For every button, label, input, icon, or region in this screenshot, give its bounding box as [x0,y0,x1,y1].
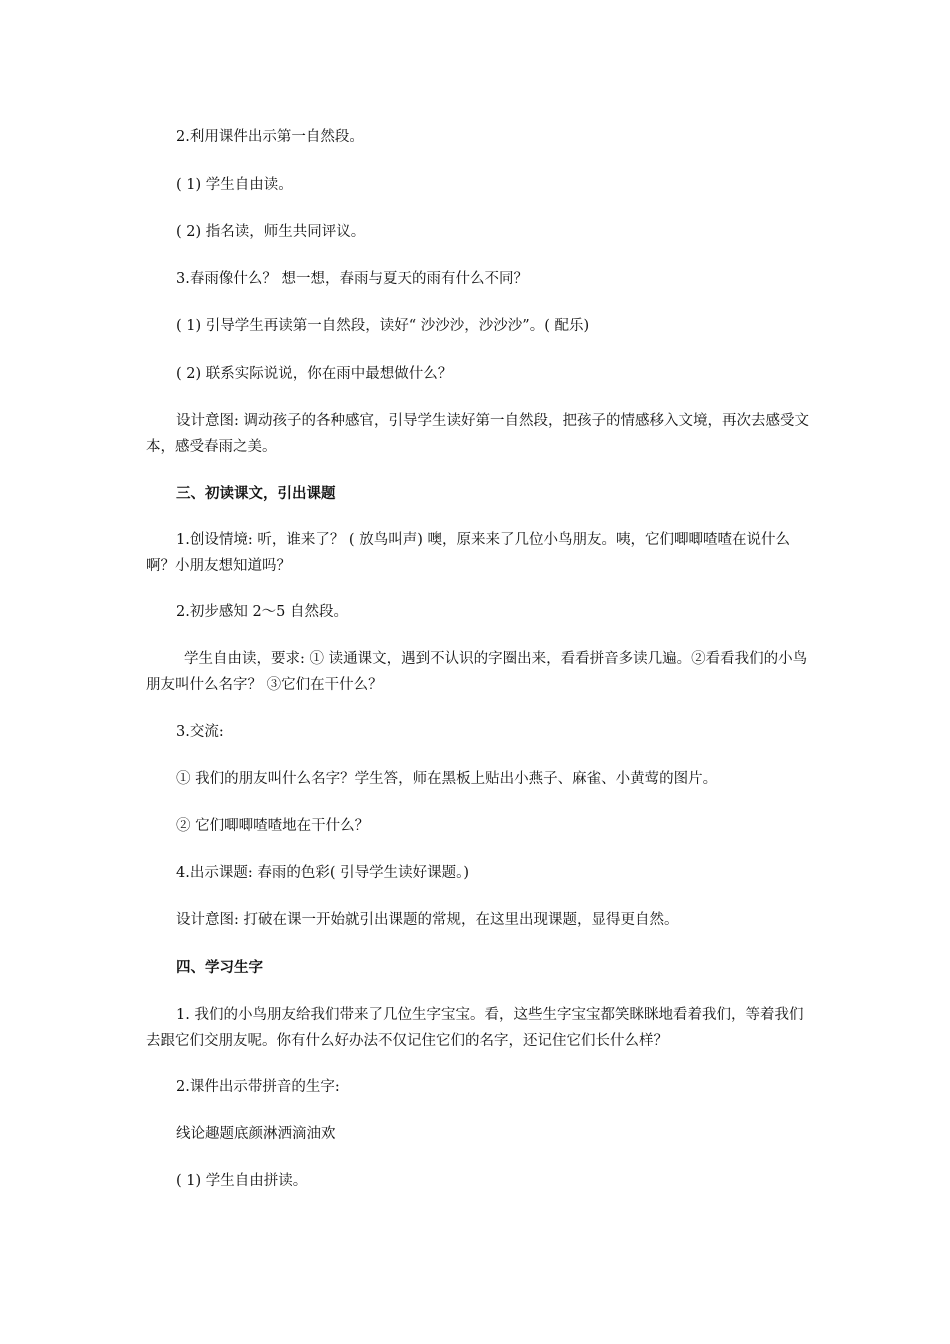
paragraph-step-4-title: 4.出示课题: 春雨的色彩( 引导学生读好课题。) [176,865,470,881]
section-heading-3: 三、初读课文，引出课题 [176,485,336,502]
paragraph-step-3-question: 3.春雨像什么？ 想一想，春雨与夏天的雨有什么不同？ [176,271,528,287]
paragraph-friend-names: ① 我们的朋友叫什么名字？学生答，师在黑板上贴出小燕子、麻雀、小黄莺的图片。 [176,771,718,787]
paragraph-named-reading: ( 2) 指名读，师生共同评议。 [176,224,366,240]
paragraph-step-2-perception: 2.初步感知 2～5 自然段。 [176,604,349,620]
paragraph-free-spelling: ( 1) 学生自由拼读。 [176,1173,308,1189]
paragraph-step-2-pinyin: 2.课件出示带拼音的生字: [176,1079,340,1095]
paragraph-free-reading: ( 1) 学生自由读。 [176,177,293,193]
paragraph-new-characters-intro: 1. 我们的小鸟朋友给我们带来了几位生字宝宝。看，这些生字宝宝都笑眯眯地看着我们，等着我们去跟它们交朋友呢。你有什么好办法不仅记住它们的名字，还记住它们长什么样？ [146,1007,804,1049]
paragraph-create-scene: 1.创设情境: 听，谁来了？ ( 放鸟叫声) 噢，原来来了几位小鸟朋友。咦，它们唧唧喳喳在说什么啊？小朋友想知道吗？ [146,532,790,574]
paragraph-what-doing: ② 它们唧唧喳喳地在干什么？ [176,818,370,834]
section-heading-4: 四、学习生字 [176,959,263,976]
paragraph-reading-requirements: 学生自由读，要求: ① 读通课文，遇到不认识的字圈出来，看看拼音多读几遍。②看看我们的小鸟朋友叫什么名字？ ③它们在干什么？ [146,651,808,693]
paragraph-discussion: ( 2) 联系实际说说，你在雨中最想做什么？ [176,366,453,382]
paragraph-design-intent-1: 设计意图: 调动孩子的各种感官，引导学生读好第一自然段，把孩子的情感移入文境，再次去感受文本，感受春雨之美。 [146,413,809,455]
paragraph-guided-reading: ( 1) 引导学生再读第一自然段，读好“ 沙沙沙，沙沙沙”。( 配乐) [176,318,590,334]
paragraph-character-list: 线论趣题底颜淋洒滴油欢 [176,1126,336,1142]
paragraph-design-intent-2: 设计意图: 打破在课一开始就引出课题的常规，在这里出现课题，显得更自然。 [176,912,679,928]
paragraph-step-2-courseware: 2.利用课件出示第一自然段。 [176,129,364,145]
paragraph-step-3-exchange: 3.交流: [176,724,224,740]
